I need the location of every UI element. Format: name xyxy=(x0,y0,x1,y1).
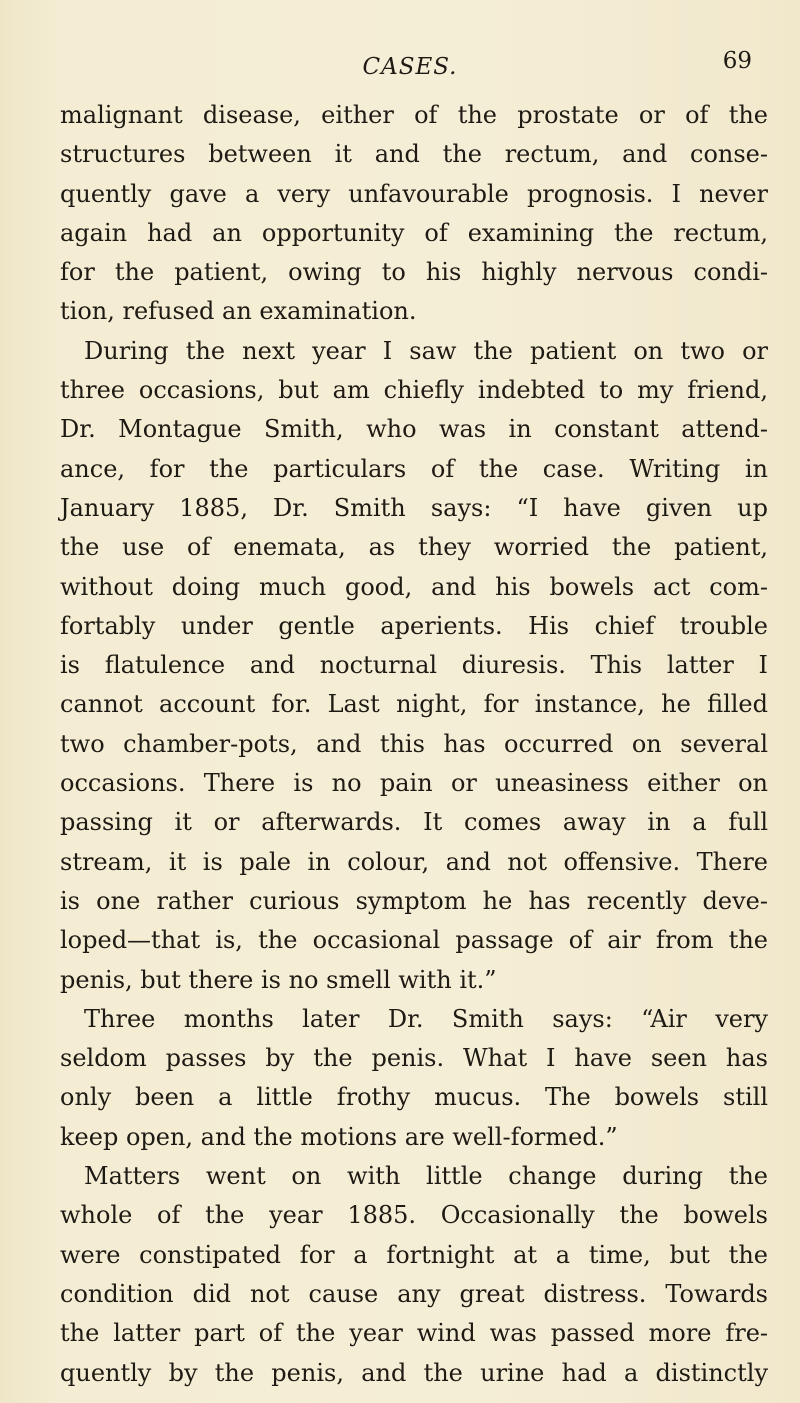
text-line: quently by the penis, and the urine had a distinctly xyxy=(60,1358,768,1387)
text-line: fortably under gentle aperients. His chief trouble xyxy=(60,611,768,640)
text-line: During the next year I saw the patient on two or xyxy=(84,336,768,365)
text-line: quently gave a very unfavourable prognosis. I never xyxy=(60,179,768,208)
text-line: stream, it is pale in colour, and not offensive. There xyxy=(60,847,768,876)
text-line: condition did not cause any great distress. Towards xyxy=(60,1279,768,1308)
text-line: malignant disease, either of the prostate or of the xyxy=(60,101,768,129)
text-line: occasions. There is no pain or uneasiness either on xyxy=(60,769,768,798)
text-line: is flatulence and nocturnal diuresis. This latter I xyxy=(60,651,768,680)
text-line: ance, for the particulars of the case. Writing in xyxy=(60,454,768,483)
text-line: two chamber-pots, and this has occurred on several xyxy=(60,729,768,758)
text-line: structures between it and the rectum, and conse- xyxy=(60,140,768,169)
body-text xyxy=(60,96,768,1393)
text-line: the latter part of the year wind was passed more fre- xyxy=(60,1319,768,1348)
text-line: three occasions, but am chiefly indebted to my friend, xyxy=(60,376,768,405)
text-line: cannot account for. Last night, for instance, he filled xyxy=(60,690,768,719)
text-line: loped—that is, the occasional passage of air from the xyxy=(60,926,768,955)
text-line: passing it or afterwards. It comes away in a full xyxy=(60,808,768,837)
text-line: for the patient, owing to his highly nervous condi- xyxy=(60,258,768,287)
text-line: whole of the year 1885. Occasionally the bowels xyxy=(60,1201,768,1230)
text-line: were constipated for a fortnight at a time, but the xyxy=(60,1240,768,1269)
page-header xyxy=(60,48,760,88)
page-number: 69 xyxy=(722,48,752,74)
text-line: the use of enemata, as they worried the patient, xyxy=(60,533,768,562)
text-line: without doing much good, and his bowels act com- xyxy=(60,572,768,601)
text-line: is one rather curious symptom he has recently deve- xyxy=(60,886,768,915)
text-line: keep open, and the motions are well-formed.” xyxy=(60,1122,618,1151)
text-line: Three months later Dr. Smith says: “Air very xyxy=(84,1004,768,1033)
running-head: CASES. xyxy=(362,54,458,80)
text-line: January 1885, Dr. Smith says: “I have given up xyxy=(60,493,768,522)
text-line: tion, refused an examination. xyxy=(60,297,417,326)
text-line: seldom passes by the penis. What I have seen has xyxy=(60,1044,768,1073)
text-line: penis, but there is no smell with it.” xyxy=(60,965,497,994)
text-line: again had an opportunity of examining the rectum, xyxy=(60,218,768,247)
text-line: Matters went on with little change during the xyxy=(84,1162,768,1191)
text-line: Dr. Montague Smith, who was in constant attend- xyxy=(60,415,768,444)
text-line: only been a little frothy mucus. The bowels still xyxy=(60,1083,768,1112)
